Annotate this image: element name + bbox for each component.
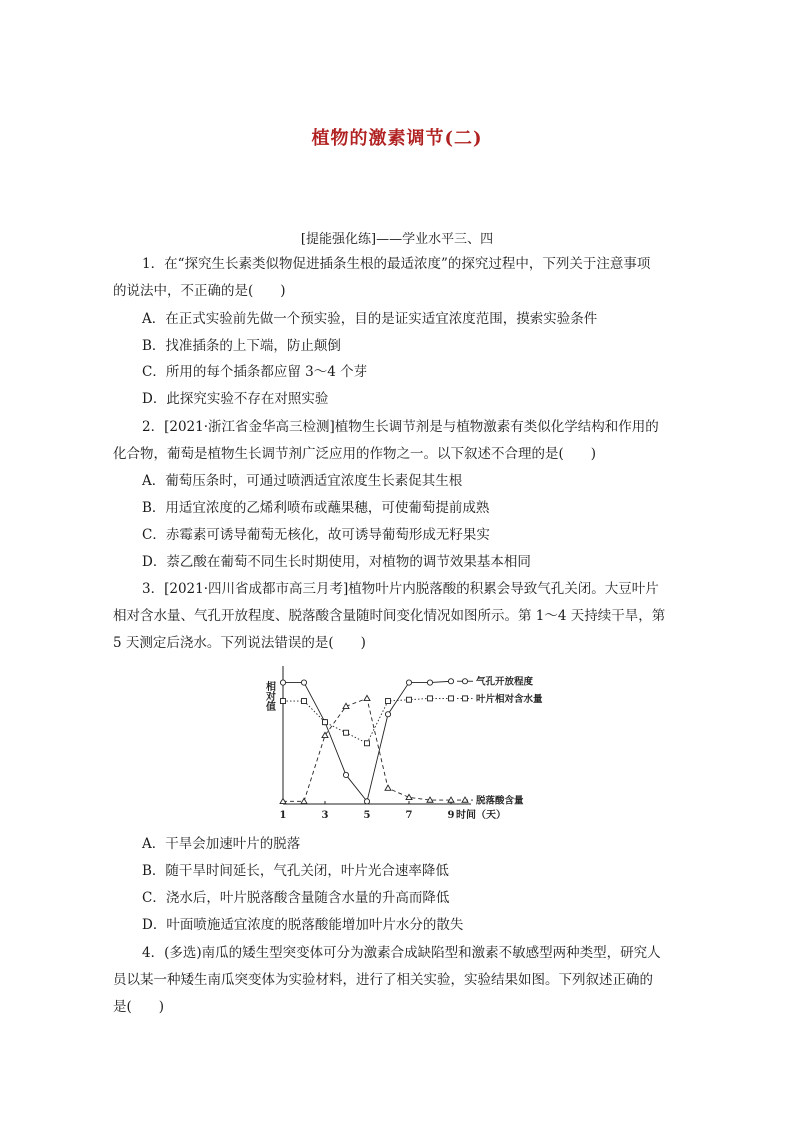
data-point bbox=[385, 712, 390, 717]
data-point bbox=[365, 741, 370, 746]
q1-option-b: B．找准插条的上下端，防止颠倒 bbox=[142, 338, 341, 354]
legend-swatch-marker bbox=[463, 696, 468, 701]
x-tick-label: 7 bbox=[405, 810, 413, 821]
q3-option-c: C．浇水后，叶片脱落酸含量随含水量的升高而降低 bbox=[142, 890, 450, 906]
data-point bbox=[281, 699, 286, 704]
x-tick-label: 1 bbox=[279, 810, 287, 821]
data-point bbox=[301, 798, 307, 803]
legend-label: 叶片相对含水量 bbox=[476, 693, 543, 705]
data-point bbox=[301, 680, 306, 685]
q2-option-d: D．萘乙酸在葡萄不同生长时期使用，对植物的调节效果基本相同 bbox=[142, 554, 531, 570]
q1-stem-line2: 的说法中，不正确的是( ) bbox=[113, 283, 286, 299]
series-line bbox=[283, 698, 451, 801]
x-axis-label: 时间（天） bbox=[456, 810, 506, 821]
q2-option-b: B．用适宜浓度的乙烯利喷布或蘸果穗，可使葡萄提前成熟 bbox=[142, 500, 490, 516]
legend-label: 气孔开放程度 bbox=[476, 676, 534, 688]
q3-stem-line1: 3．[2021·四川省成都市高三月考]植物叶片内脱落酸的积累会导致气孔关闭。大豆叶片 bbox=[142, 581, 659, 597]
data-point bbox=[406, 794, 412, 799]
q3-stem-line2: 相对含水量、气孔开放程度、脱落酸含量随时间变化情况如图所示。第 1～4 天持续干旱，第 bbox=[113, 608, 666, 624]
q4-stem-line2: 员以某一种矮生南瓜突变体为实验材料，进行了相关实验，实验结果如图。下列叙述正确的 bbox=[113, 972, 653, 988]
q2-stem-line1: 2．[2021·浙江省金华高三检测]植物生长调节剂是与植物激素有类似化学结构和作用的 bbox=[142, 419, 659, 435]
page-title: 植物的激素调节(二) bbox=[311, 128, 483, 149]
data-point bbox=[364, 695, 370, 700]
data-point bbox=[323, 720, 328, 725]
q1-stem-line1: 1．在“探究生长素类似物促进插条生根的最适浓度”的探究过程中，下列关于注意事项 bbox=[142, 256, 651, 272]
series-line bbox=[283, 698, 451, 743]
q1-option-a: A．在正式实验前先做一个预实验，目的是证实适宜浓度范围，摸索实验条件 bbox=[142, 311, 598, 327]
y-axis-label: 相对值 bbox=[263, 681, 275, 711]
x-tick-label: 3 bbox=[321, 810, 329, 821]
data-point bbox=[406, 680, 411, 685]
q3-option-a: A．干旱会加速叶片的脱落 bbox=[142, 836, 301, 852]
data-point bbox=[302, 699, 307, 704]
x-tick-label: 5 bbox=[363, 810, 371, 821]
data-point bbox=[386, 699, 391, 704]
q2-stem-line2: 化合物，葡萄是植物生长调节剂广泛应用的作物之一。以下叙述不合理的是( ) bbox=[113, 446, 597, 462]
data-point bbox=[449, 696, 454, 701]
legend-swatch-marker bbox=[462, 679, 467, 684]
section-heading: [提能强化练]——学业水平三、四 bbox=[300, 232, 494, 247]
line-chart bbox=[255, 660, 565, 830]
data-point bbox=[385, 785, 391, 790]
q3-stem-line3: 5 天测定后浇水。下列说法错误的是( ) bbox=[113, 635, 366, 651]
data-point bbox=[343, 772, 348, 777]
data-point bbox=[280, 680, 285, 685]
data-point bbox=[427, 680, 432, 685]
q3-option-d: D．叶面喷施适宜浓度的脱落酸能增加叶片水分的散失 bbox=[142, 917, 464, 933]
q2-option-a: A．葡萄压条时，可通过喷洒适宜浓度生长素促其生根 bbox=[142, 473, 463, 489]
q1-option-d: D．此探究实验不存在对照实验 bbox=[142, 391, 329, 407]
q4-stem-line1: 4．(多选)南瓜的矮生型突变体可分为激素合成缺陷型和激素不敏感型两种类型，研究人 bbox=[142, 945, 661, 961]
data-point bbox=[428, 696, 433, 701]
data-point bbox=[407, 697, 412, 702]
data-point bbox=[448, 679, 453, 684]
q4-stem-line3: 是( ) bbox=[113, 999, 165, 1015]
data-point bbox=[364, 799, 369, 804]
data-point bbox=[344, 730, 349, 735]
q1-option-c: C．所用的每个插条都应留 3～4 个芽 bbox=[142, 364, 368, 380]
x-tick-label: 9 bbox=[447, 810, 455, 821]
q2-option-c: C．赤霉素可诱导葡萄无核化，故可诱导葡萄形成无籽果实 bbox=[142, 527, 490, 543]
legend-label: 脱落酸含量 bbox=[476, 795, 524, 807]
q3-option-b: B．随干旱时间延长，气孔关闭，叶片光合速率降低 bbox=[142, 863, 449, 879]
